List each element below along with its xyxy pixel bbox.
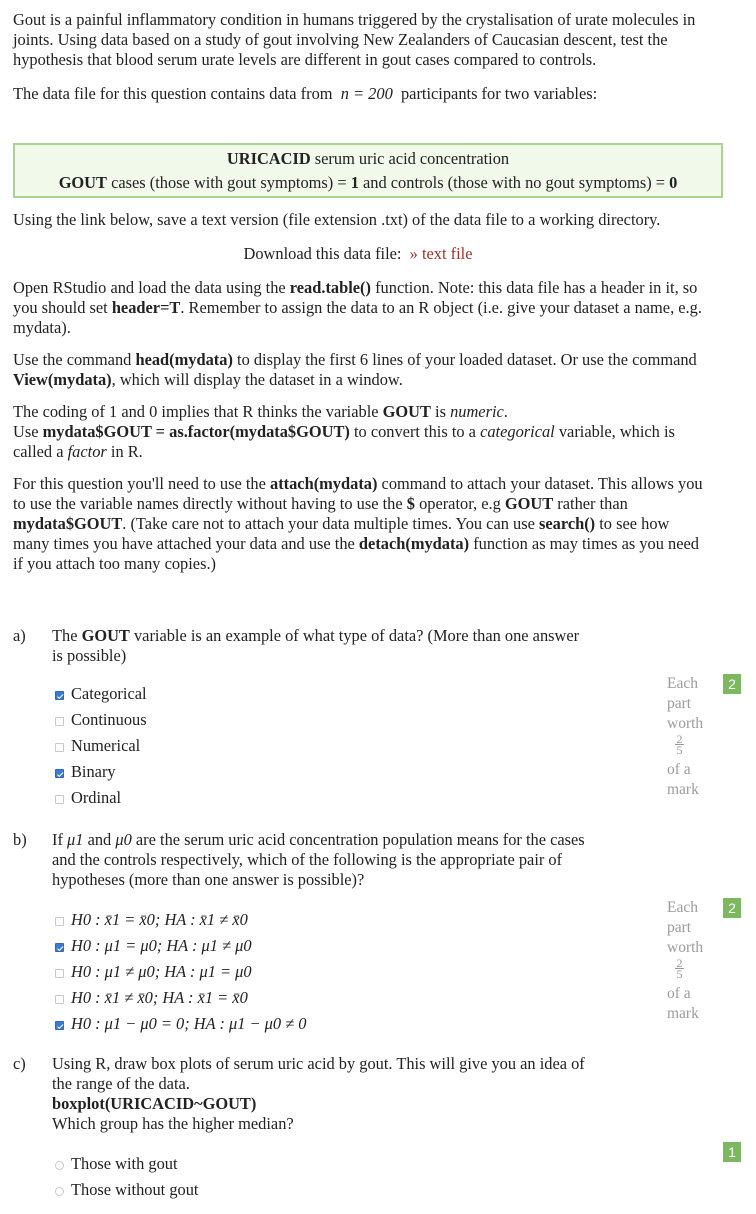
question-a-mark-note: Each part worth $\frac{2}{5}$ of a mark — [667, 675, 704, 798]
download-row: Download this data file: » text file — [243, 244, 473, 263]
question-c-label: c) — [13, 1054, 26, 1073]
attach-paragraph: For this question you'll need to use the attach(mydata) command to attach your dataset. This allows you to use the variable names directly without having to use the $ operator, e.g GOUT rather than mydata$GOUT. (Take care not to attach your data multiple times. You can use search() to see how many times you have attached your data and use the detach(mydata) function as may times as you need if you attach too many copies.) — [13, 474, 703, 573]
question-a-label: a) — [13, 626, 26, 645]
question-a-marks-badge: 2 — [723, 674, 741, 694]
option-numerical[interactable]: Numerical — [55, 733, 753, 759]
hypothesis-option[interactable]: H0 : μ1 − μ0 = 0; HA : μ1 − μ0 ≠ 0 — [55, 1011, 753, 1037]
main-content — [13, 210, 703, 588]
option-continuous[interactable]: Continuous — [55, 707, 753, 733]
uricacid-line: URICACID serum uric acid concentration — [226, 149, 510, 168]
gout-line: GOUT cases (those with gout symptoms) = 1 and controls (those with no gout symptoms) = 0 — [58, 173, 678, 192]
question-c-options — [55, 1151, 753, 1203]
checkbox[interactable] — [55, 795, 64, 804]
option-without-gout[interactable]: Those without gout — [55, 1177, 753, 1203]
question-b-text: If μ1 and μ0 are the serum uric acid concentration population means for the cases and the controls respectively, which of the following is the appropriate pair of hypotheses (more than one answer is possible)? — [52, 830, 585, 889]
hypothesis-option[interactable]: H0 : x̄1 ≠ x̄0; HA : x̄1 = x̄0 — [55, 985, 753, 1011]
intro-paragraph: Gout is a painful inflammatory condition in humans triggered by the crystalisation of urate molecules in joints. Using data based on a study of gout involving New Zealanders of Caucasian descent, test the hypothesis that blood serum urate levels are different in gout cases compared to controls. — [13, 10, 696, 69]
option-binary[interactable]: Binary — [55, 759, 753, 785]
head-paragraph: Use the command head(mydata) to display the first 6 lines of your loaded dataset. Or use the command View(mydata), which will display the dataset in a window. — [13, 350, 697, 389]
variables-box — [13, 143, 723, 198]
fraction: $\frac{2}{5}$ — [676, 732, 683, 757]
text-file-link[interactable]: » text file — [409, 244, 473, 263]
boxplot-command: boxplot(URICACID~GOUT) — [52, 1094, 257, 1113]
checkbox[interactable] — [55, 743, 64, 752]
hypothesis-option[interactable]: H0 : x̄1 = x̄0; HA : x̄1 ≠ x̄0 — [55, 907, 753, 933]
question-b-marks-badge: 2 — [723, 898, 741, 918]
fraction: $\frac{2}{5}$ — [676, 956, 683, 981]
question-b — [13, 830, 753, 1037]
question-page — [13, 10, 703, 114]
option-with-gout[interactable]: Those with gout — [55, 1151, 753, 1177]
checkbox[interactable] — [55, 769, 64, 778]
read-table-command: read.table() — [289, 278, 371, 297]
checkbox[interactable] — [55, 969, 64, 978]
question-a-options — [55, 681, 753, 811]
checkbox[interactable] — [55, 943, 64, 952]
question-c-text: Using R, draw box plots of serum uric acid by gout. This will give you an idea of the range of the data. boxplot(URICACID~GOUT) Which group has the higher median? — [52, 1054, 585, 1133]
save-instruction: Using the link below, save a text version (file extension .txt) of the data file to a working directory. — [13, 210, 661, 229]
radio-button[interactable] — [55, 1187, 64, 1196]
radio-button[interactable] — [55, 1161, 64, 1170]
question-b-mark-note: Each part worth $\frac{2}{5}$ of a mark — [667, 899, 704, 1022]
checkbox[interactable] — [55, 717, 64, 726]
header-command: header=T — [111, 298, 181, 317]
question-a-text: The GOUT variable is an example of what type of data? (More than one answer is possible) — [52, 626, 580, 665]
option-ordinal[interactable]: Ordinal — [55, 785, 753, 811]
question-a — [13, 626, 753, 811]
question-c-marks-badge: 1 — [723, 1142, 741, 1162]
hypothesis-option[interactable]: H0 : μ1 = μ0; HA : μ1 ≠ μ0 — [55, 933, 753, 959]
checkbox[interactable] — [55, 995, 64, 1004]
sample-size: n = 200 — [340, 84, 393, 103]
coding-paragraph: The coding of 1 and 0 implies that R thinks the variable GOUT is numeric. Use mydata$GOUT = as.factor(mydata$GOUT) to convert this to a categorical variable, which is called a factor in R. — [13, 402, 675, 461]
question-b-label: b) — [13, 830, 27, 849]
rstudio-paragraph: Open RStudio and load the data using the read.table() function. Note: this data file has a header in it, so you should set header=T. Remember to assign the data to an R object (i.e. give your dataset a name, e.g. mydata). — [13, 278, 702, 337]
data-file-paragraph: The data file for this question contains data from n = 200 participants for two variables: — [13, 84, 598, 103]
question-c — [13, 1054, 753, 1203]
hypothesis-option[interactable]: H0 : μ1 ≠ μ0; HA : μ1 = μ0 — [55, 959, 753, 985]
checkbox[interactable] — [55, 1021, 64, 1030]
checkbox[interactable] — [55, 691, 64, 700]
question-b-options — [55, 907, 753, 1037]
option-categorical[interactable]: Categorical — [55, 681, 753, 707]
checkbox[interactable] — [55, 917, 64, 926]
